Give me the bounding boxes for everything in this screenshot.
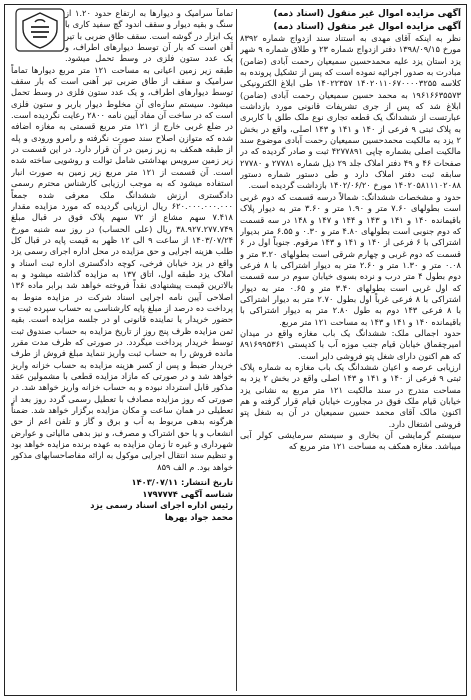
notice-systems: سیستم گرمایشی آن بخاری و سیستم سرمایشی کولر آبی میباشد. مغازه همکف به مساحت ۱۲۱ متر مربع که [240,430,461,452]
newspaper-notice [4,4,467,696]
left-column [11,8,233,692]
ad-id: شناسه آگهی ۱۷۹۷۷۷۴ [142,488,233,499]
signatory-role: رئیس اداره اجرای اسناد رسمی یزد [90,500,233,511]
right-column [240,8,461,692]
notice-footer [11,477,233,523]
notice-borders: حدود و مشخصات ششدانگ: شمالاً درسه قسمت که دوم غربی است بطولهای ۷.۶۰ متر و ۱.۹۰ متر و ۳.۶۰ متر به دیوار پلاک باقیمانده ۱۴۰ و ۱۴۱ و ۱۴۳ و ۱۴۴ و ۱۴۷ و ۱۴۸ در سه قسمت که دوم جنوبی است بطولهای ۴.۸۰ متر و ۰.۳۰ و ۶.۵۵ متر بدیوار اشتراکی با ۶ فرعی از ۱۴۰ و ۱۴۱ و ۱۴۳ مرقوم. جنوباً اول در ۶ قسمت که دوم غربی و چهارم شرقی است بطولهای ۳.۲۰ متر و ۰.۰۸ متر و ۱.۳۰ متر و ۲.۶۰ متر به دیوار اشتراکی با ۸ فرعی دوم بطول ۴ متر درب و نرده بسوی خیابان سوم در سه قسمت که اول غربی است بطولهای ۳.۴۰ متر و ۰.۶۵ متر به دیوار اشتراکی با ۸ فرعی غرباً اول بطول ۲.۷۰ متر به دیوار اشتراکی با ۸ فرعی ۱۴۳ دوم به طول ۲.۸۰ متر به دیوار اشتراکی با باقیمانده ۱۴۰ و ۱۴۱ و ۱۴۳ به مساحت ۱۲۱ متر مربع. [240,191,461,327]
signatory-name: محمد جواد بهرها [164,511,233,522]
notice-title-2: آگهی مزایده اموال غیر منقول (اسناد ذمه) [273,21,461,32]
publish-date: تاریخ انتشار: ۱۴۰۳/۰۷/۱۱ [131,477,233,488]
notice-left-body: تماماً سرامیک و دیوارها به ارتفاع حدود ۱.۲۰ از سنگ و بقیه دیوار و سقف اندود گچ سفید کاری با یک ابزار در گوشه است. سقف طاق ضربی با تیر آهن است که بار آن توسط دیوارهای اطراف، و یک عدد ستون فلزی در وسط تحمل میشود. طبقه زیر زمین اعیانی به مساحت ۱۲۱ متر مربع دیوارها تماماً سرامیک و سقف از طاق ضربی تیر آهنی است که بار سقف توسط دیوارهای اطراف، و یک عدد ستون فلزی در وسط تحمل میشود. سیستم سازه‌ای آن مخلوط دیوار باربر و ستون فلزی است که در ساخت آن مفاد آیین نامه ۲۸۰۰ رعایت نگردیده است. در ضلع غربی خارج از ۱۲۱ متر مربع قسمتی به مغازه اضافه شده که متوازن اصلاح سند صورت نگرفته و رامرو ورودی و پله از طبقه همکف به زیر زمین در آن قرار دارد. در این قسمت در زیر زمین سرویس بهداشتی شامل توالت و روشویی ساخته شده است. آن قسمت از ۱۲۱ متر مربع زیر زمین به صورت انبار استفاده میشود که به موجب ارزیابی کارشناس محترم رسمی دادگستری ارزش ششدانگ ملک معرفی شده جمعاً ۶۲۰.۰۰۰.۰۰۰.۰۰۰ ریال ارزیابی گردیده که مورد مزایده مقدار ۷.۴۱۸ سهم مشاع از ۷۲ سهم پلاک فوق در قبال مبلغ ۳۸.۹۲۷.۲۷۷.۷۴۹ ریال (علی الحساب) در روز سه شنبه مورخ ۱۴۰۳/۰۷/۲۴ از ساعت ۹ الی ۱۲ ظهر به قیمت پایه در قبال کل طلب هزینه اجرایی و حق مزایده در محل اداره اجرای رسمی یزد واقع در یزد خیابان فرخی، کوچه دادگستری اداره ثبت اسناد و املاک یزد طبقه اول، اتاق ۱۳۷ به مزایده گذاشته میشود و به بالاترین قیمت پیشنهادی نقداً فروخته خواهد شد برابر ماده ۱۳۶ اصلاحی آیین نامه اجرایی اسناد شرکت در مزایده منوط به پرداخت ده درصد از مبلغ پایه کارشناسی به حساب سپرده ثبت و حضور خریدار یا نماینده قانونی او در جلسه مزایده است. بقیه ثمن مزایده ظرف پنج روز از تاریخ مزایده به حساب صندوق ثبت توسط خریدار پرداخت میگردد. در صورتی که ظرف مدت مقرر مانده فروش را به حساب ثبت واریز ننماید مبلغ فروش از طرف خریدار ضبط و پس از کسر هزینه مزایده به حساب خزانه واریز خواهد شد و در صورتی که مازاد مزایده قطعی با مشمولین عقد مذکور قابل استرداد نبوده و به حساب خزانه واریز خواهد شد. در صورتی که روز مزایده مصادف با تعطیل رسمی گردد روز بعد از تعطیلی در همان ساعت و مکان مزایده برگزار خواهد شد. ضمناً هرگونه بدهی مربوط به آب و برق و گاز و تلفن اعم از حق انشعاب و یا حق اشتراک و مصرف، و نیز بدهی مالیاتی و عوارض شهرداری و غیره تا زمان مزایده به عهده برنده مزایده خواهد بود و تنظیم سند انتقال اجرایی موکول به ارائه مفاصاحسابهای مذکور خواهد بود. م الف ۸۵۹ [11,8,233,472]
column-divider [236,9,237,691]
registry-emblem-icon [15,8,65,52]
notice-valuation: ارزیابی عرصه و اعیان ششدانگ یک باب مغازه به شماره پلاک ثبتی ۹ فرعی از ۱۴۰ و ۱۴۱ و ۱۴۳ اصلی واقع در بخش ۲ یزد به مساحت مندرج در سند مالکیت ۱۲۱ متر مربع به نشانی یزد خیابان قیام ملک فوق در مجاورت خیابان قیام قرار گرفته و هم اکنون مالک آقای محمد حسین سمیعیان در آن به شغل پتو فروشی اشتغال دارد. [240,361,461,429]
notice-title-1: آگهی مزایده اموال غیر منقول (اسناد ذمه) [273,9,461,19]
notice-location: حدود اجمالی ملک: ششدانگ یک باب مغازه واقع در میدان امیرچقماق خیابان قیام جنب موزه آب با کدپستی ۸۹۱۶۹۹۵۳۶۱ که هم اکنون دارای شغل پتو فروشی دایر است. [240,327,461,361]
notice-intro: نظر به اینکه آقای مهدی به استناد سند ازدواج شماره ۸۳۹۲ مورخ ۱۳۹۸/۰۹/۱۵ دفتر ازدواج شماره ۲۳ و طلاق شماره ۹ شهر یزد استان یزد علیه محمدحسین سمیعیان رحمت آبادی (ضامن) مبادرت به صدور اجرائیه نموده است که پس از تشکیل پرونده به کلاسه ۱۴۰۲۰۱۱۰۶۷۰۰۰۰۳۲۵۵ ۱۴۰۲۲۳۵۷ طی ابلاغ الکترونیکی ۱۹۶۱۶۶۳۵۵۷۳ به محمد حسین سمیعیان رحمت آبادی (ضامن) ابلاغ شد که پس از جری تشریفات قانونی مورد بازداشت عبارتست از ششدانگ یک قطعه تجاری نوع ملک طلق با کاربری به پلاک ثبتی ۹ فرعی از ۱۴۰ و ۱۴۱ و ۱۴۳ اصلی، واقع در بخش ۲ یزد به مالکیت محمدحسین سمیعیان رحمت آبادی موضوع سند مالکیت اصلی بشماره چاپی ۴۲۷۷۸۹۱ ثبت و صادر گردیده که در صفحات ۴۶ و ۴۹ دفتر املاک جلد ۲۹ ذیل شماره ۲۷۷۸۱ و ۲۷۷۸۰ سابقه ثبت دفتر املاک دارد و طی دستور شماره دستور ۱۴۰۲۰۵۸۱۱۱۰۲۰۸۸ مورخ ۱۴۰۲/۰۶/۲۰ بازداشت گردیده است. [240,33,461,191]
